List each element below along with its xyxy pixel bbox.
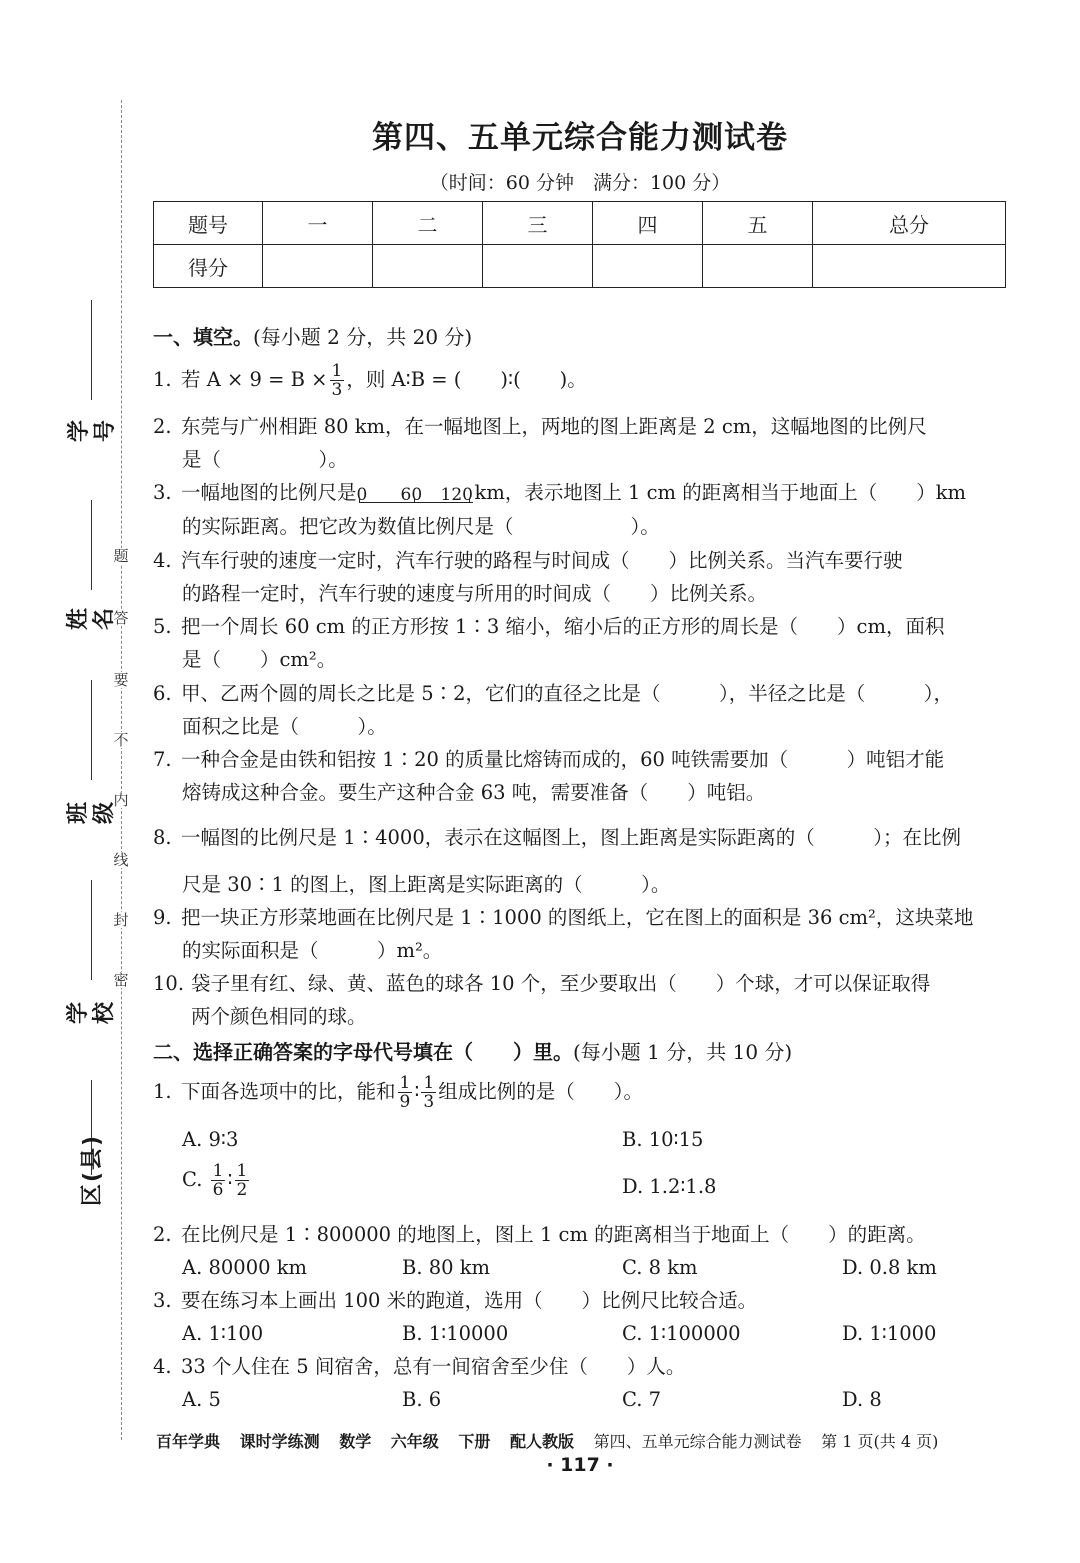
option-a[interactable]: A. 1∶100 — [182, 1322, 264, 1345]
column-cell: 总分 — [813, 202, 1006, 245]
question-number: 6. — [153, 682, 172, 705]
option-c[interactable]: C. 7 — [622, 1388, 662, 1411]
option-b[interactable]: B. 6 — [402, 1388, 442, 1411]
district-label: 区(县) — [80, 1133, 105, 1206]
question-1-2-cont: 是（ ）。 — [182, 448, 348, 471]
question-number: 7. — [153, 748, 172, 771]
section-2-heading — [153, 1036, 792, 1065]
score-table-score-row — [154, 245, 1006, 288]
school-label: 学校 — [66, 999, 117, 1024]
brand-name: 百年学典 — [156, 1432, 221, 1451]
score-input-cell[interactable] — [703, 245, 813, 288]
option-a[interactable]: A. 9∶3 — [182, 1128, 239, 1151]
fraction: $\frac{1}{3}$ — [423, 1073, 435, 1112]
seal-word: 答 — [113, 609, 129, 627]
section-1-title: 一、填空。 — [153, 325, 253, 349]
question-text: ，则 A∶B = ( )∶( )。 — [346, 368, 587, 391]
question-1-10 — [153, 967, 1008, 1000]
score-input-cell[interactable] — [593, 245, 703, 288]
column-cell: 五 — [703, 202, 813, 245]
question-text: 甲、乙两个圆的周长之比是 5∶2，它们的直径之比是（ ），半径之比是（ ）， — [181, 682, 954, 705]
question-1-4-cont: 的路程一定时，汽车行驶的速度与所用的时间成（ ）比例关系。 — [182, 582, 768, 605]
question-text: 把一块正方形菜地画在比例尺是 1∶1000 的图纸上，它在图上的面积是 36 cm²，这块菜地 — [181, 906, 974, 929]
question-2-1: 1. 下面各选项中的比，能和 $\frac{1}{9}$ ∶ $\frac{1}{3}$ 组成比例的是（ ）。 — [153, 1073, 644, 1112]
score-input-cell[interactable] — [813, 245, 1006, 288]
score-input-cell[interactable] — [373, 245, 483, 288]
fraction: $\frac{1}{3}$ — [331, 361, 343, 400]
question-1-7-cont: 熔铸成这种合金。要生产这种合金 63 吨，需要准备（ ）吨铝。 — [182, 781, 766, 804]
score-table-header-row — [154, 202, 1006, 245]
binding-dashed-line — [121, 100, 122, 1440]
fraction: $\frac{1}{6}$ — [212, 1161, 224, 1200]
question-number: 1. — [153, 368, 172, 391]
option-c[interactable]: C. $\frac{1}{6}$ ∶ $\frac{1}{2}$ — [182, 1161, 248, 1200]
test-name: 第四、五单元综合能力测试卷 — [593, 1432, 802, 1451]
question-text: ，表示地图上 1 cm 的距离相当于地面上（ ）km — [504, 481, 967, 504]
section-2-note: (每小题 1 分，共 10 分) — [573, 1040, 793, 1064]
section-1-heading — [153, 321, 472, 350]
option-d[interactable]: D. 0.8 km — [842, 1256, 937, 1279]
option-b[interactable]: B. 1∶10000 — [402, 1322, 509, 1345]
question-1-8-cont: 尺是 30∶1 的图上，图上距离是实际距离的（ ）。 — [182, 873, 671, 896]
column-cell: 一 — [263, 202, 373, 245]
ruler-unit: km — [474, 481, 505, 504]
question-text: 在比例尺是 1∶800000 的地图上，图上 1 cm 的距离相当于地面上（ ）的距离。 — [181, 1223, 926, 1246]
question-1-6-cont: 面积之比是（ ）。 — [182, 715, 387, 738]
question-number: 9. — [153, 906, 172, 929]
question-text: 一幅地图的比例尺是 — [181, 481, 357, 504]
option-b[interactable]: B. 10∶15 — [622, 1128, 704, 1151]
volume: 下册 — [458, 1432, 491, 1451]
option-c[interactable]: C. 1∶100000 — [622, 1322, 741, 1345]
question-text: 若 A × 9 = B × — [181, 368, 328, 391]
question-1-3-cont: 的实际距离。把它改为数值比例尺是（ ）。 — [182, 515, 660, 538]
question-2-3 — [153, 1284, 1008, 1317]
question-1-5 — [153, 610, 1008, 643]
question-1-6 — [153, 677, 1008, 710]
fraction: $\frac{1}{2}$ — [236, 1161, 248, 1200]
question-text: 东莞与广州相距 80 km，在一幅地图上，两地的图上距离是 2 cm，这幅地图的比例尺 — [181, 415, 927, 438]
question-text: 汽车行驶的速度一定时，汽车行驶的路程与时间成（ ）比例关系。当汽车要行驶 — [181, 549, 903, 572]
question-2-4 — [153, 1350, 1008, 1383]
class-label: 班级 — [66, 799, 117, 824]
seal-word: 不 — [113, 731, 129, 749]
question-number: 5. — [153, 615, 172, 638]
seal-word: 封 — [113, 911, 129, 929]
grade: 六年级 — [390, 1432, 439, 1451]
question-number: 10. — [153, 972, 185, 995]
option-c[interactable]: C. 8 km — [622, 1256, 698, 1279]
question-1-2 — [153, 410, 1008, 443]
seal-word: 要 — [113, 671, 129, 689]
row-header-cell: 题号 — [154, 202, 263, 245]
question-1-8 — [153, 821, 1008, 854]
score-input-cell[interactable] — [263, 245, 373, 288]
question-number: 4. — [153, 1355, 172, 1378]
page-footer — [156, 1429, 938, 1452]
score-label-cell: 得分 — [154, 245, 263, 288]
seal-word: 密 — [113, 971, 129, 989]
question-2-2 — [153, 1218, 1008, 1251]
time-score-info: （时间：60 分钟 满分：100 分） — [429, 172, 731, 194]
option-d[interactable]: D. 8 — [842, 1388, 882, 1411]
question-1-3 — [153, 476, 1008, 509]
question-1-7 — [153, 743, 1008, 776]
question-text: 组成比例的是（ ）。 — [438, 1080, 644, 1103]
name-label: 姓名 — [66, 605, 117, 630]
question-1-10-cont: 两个颜色相同的球。 — [191, 1005, 367, 1028]
fraction: $\frac{1}{9}$ — [399, 1073, 411, 1112]
question-number: 1. — [153, 1080, 172, 1103]
student-id-label: 学号 — [67, 418, 118, 443]
column-cell: 二 — [373, 202, 483, 245]
question-text: 下面各选项中的比，能和 — [181, 1080, 396, 1103]
question-text: 把一个周长 60 cm 的正方形按 1∶3 缩小，缩小后的正方形的周长是（ ）cm，面积 — [181, 615, 945, 638]
series-name: 课时学练测 — [239, 1432, 320, 1451]
question-text: 33 个人住在 5 间宿舍，总有一间宿舍至少住（ ）人。 — [181, 1355, 686, 1378]
seal-word: 内 — [113, 791, 129, 809]
question-text: 一幅图的比例尺是 1∶4000，表示在这幅图上，图上距离是实际距离的（ ）；在比例 — [181, 826, 961, 849]
score-input-cell[interactable] — [483, 245, 593, 288]
question-number: 2. — [153, 1223, 172, 1246]
question-number: 8. — [153, 826, 172, 849]
seal-word: 线 — [113, 851, 129, 869]
line-scale-ruler: 0 60 120 — [356, 484, 473, 505]
question-1-5-cont: 是（ ）cm²。 — [182, 648, 337, 671]
question-text: 一种合金是由铁和铝按 1∶20 的质量比熔铸而成的，60 吨铁需要加（ ）吨铝才能 — [181, 748, 945, 771]
option-b[interactable]: B. 80 km — [402, 1256, 491, 1279]
question-1-1 — [153, 362, 1008, 399]
seal-word: 题 — [113, 547, 129, 565]
question-number: 3. — [153, 1289, 172, 1312]
page-title: 第四、五单元综合能力测试卷 — [372, 120, 788, 156]
question-1-4 — [153, 544, 1008, 577]
question-number: 4. — [153, 549, 172, 572]
question-text: 袋子里有红、绿、黄、蓝色的球各 10 个，至少要取出（ ）个球，才可以保证取得 — [191, 972, 931, 995]
section-2-title: 二、选择正确答案的字母代号填在（ ）里。 — [153, 1040, 573, 1064]
option-a[interactable]: A. 80000 km — [182, 1256, 308, 1279]
section-1-note: (每小题 2 分，共 20 分) — [253, 325, 473, 349]
edition: 配人教版 — [509, 1432, 574, 1451]
page-info: 第 1 页(共 4 页) — [821, 1432, 939, 1451]
question-1-9 — [153, 901, 1008, 934]
subject: 数学 — [339, 1432, 372, 1451]
column-cell: 四 — [593, 202, 703, 245]
question-number: 2. — [153, 415, 172, 438]
option-d[interactable]: D. 1.2∶1.8 — [622, 1175, 717, 1198]
score-table — [153, 201, 1006, 288]
column-cell: 三 — [483, 202, 593, 245]
option-a[interactable]: A. 5 — [182, 1388, 221, 1411]
question-number: 3. — [153, 481, 172, 504]
option-d[interactable]: D. 1∶1000 — [842, 1322, 937, 1345]
question-1-9-cont: 的实际面积是（ ）m²。 — [182, 939, 443, 962]
question-text: 要在练习本上画出 100 米的跑道，选用（ ）比例尺比较合适。 — [181, 1289, 758, 1312]
page-number: · 117 · — [546, 1454, 614, 1476]
